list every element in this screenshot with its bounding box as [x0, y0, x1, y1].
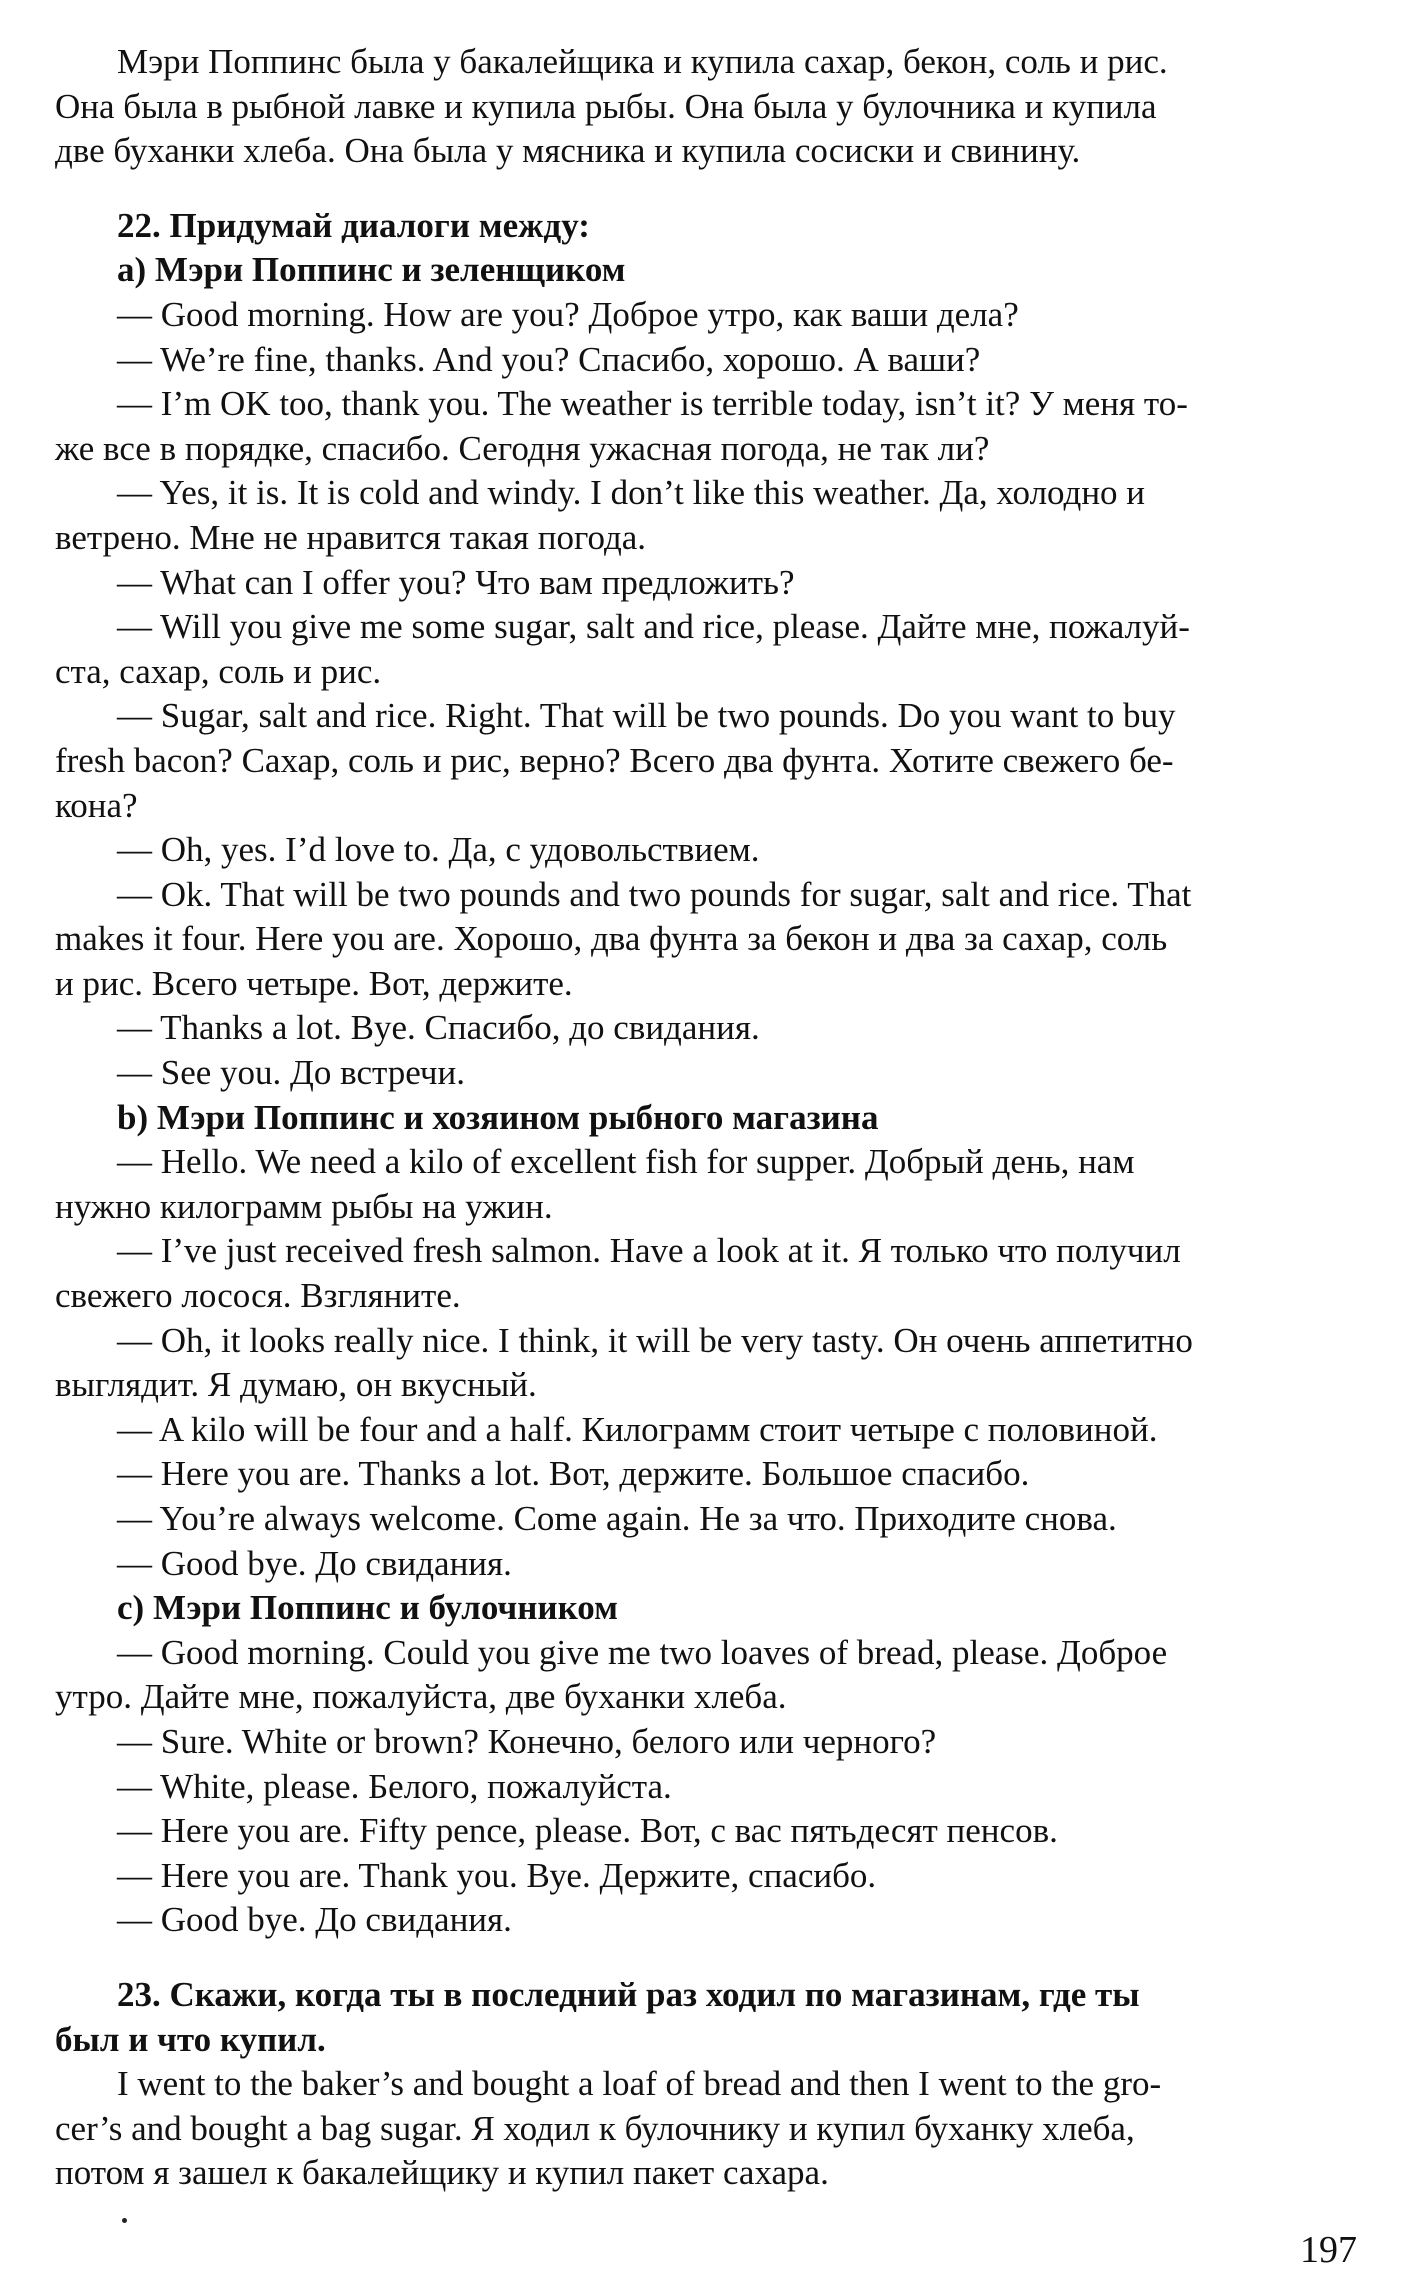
dialogue-line: — Yes, it is. It is cold and windy. I don’t like this weather. Да, холодно и [117, 473, 1146, 513]
dialogue-line: нужно килограмм рыбы на ужин. [55, 1186, 553, 1226]
dialogue-line: ветрено. Мне не нравится такая погода. [55, 517, 647, 557]
page-number: 197 [1300, 2229, 1357, 2271]
dialogue-line: кона? [55, 785, 138, 825]
dialogue-line: же все в порядке, спасибо. Сегодня ужасная погода, не так ли? [55, 428, 990, 468]
dialogue-line: — I’ve just received fresh salmon. Have a look at it. Я только что получил [117, 1231, 1181, 1271]
title-line: 23. Скажи, когда ты в последний раз ходил по магазинам, где ты [117, 1974, 1140, 2014]
dialogue-line: выглядит. Я думаю, он вкусный. [55, 1365, 537, 1405]
dialogue-line: — Here you are. Thanks a lot. Вот, держите. Большое спасибо. [117, 1454, 1030, 1494]
dialogue-line: — What can I offer you? Что вам предложить? [117, 562, 795, 602]
dialogue-line: — Oh, it looks really nice. I think, it will be very tasty. Он очень аппетитно [117, 1320, 1193, 1360]
dialogue-c [55, 1631, 1375, 1943]
dialogue-line: ста, сахар, соль и рис. [55, 651, 382, 691]
dialogue-line: — White, please. Белого, пожалуйста. [117, 1766, 672, 1806]
dialogue-line: — Ok. That will be two pounds and two pounds for sugar, salt and rice. That [117, 874, 1192, 914]
page-content [55, 40, 1375, 2196]
dialogue-line: makes it four. Here you are. Хорошо, два фунта за бекон и два за сахар, соль [55, 919, 1168, 959]
dialogue-line: свежего лосося. Взгляните. [55, 1276, 461, 1316]
answer-line: I went to the baker’s and bought a loaf of bread and then I went to the gro- [117, 2064, 1162, 2104]
dialogue-line: fresh bacon? Сахар, соль и рис, верно? Всего два фунта. Хотите свежего бе- [55, 740, 1174, 780]
speck-mark [122, 2218, 127, 2223]
exercise-23-title [55, 1973, 1375, 2062]
dialogue-line: — You’re always welcome. Come again. Не за что. Приходите снова. [117, 1499, 1117, 1538]
exercise-22-title: 22. Придумай диалоги между: [117, 205, 590, 245]
dialogue-line: — Oh, yes. I’d love to. Да, с удовольствием. [117, 830, 760, 870]
dialogue-a-heading: а) Мэри Поппинс и зеленщиком [117, 250, 626, 290]
dialogue-line: — I’m OK too, thank you. The weather is terrible today, isn’t it? У меня то- [117, 384, 1188, 424]
dialogue-line: — Will you give me some sugar, salt and rice, please. Дайте мне, пожалуй- [117, 607, 1190, 647]
dialogue-b-heading: b) Мэри Поппинс и хозяином рыбного магазина [117, 1097, 879, 1137]
dialogue-c-heading: с) Мэри Поппинс и булочником [117, 1588, 618, 1628]
dialogue-line: — Sugar, salt and rice. Right. That will be two pounds. Do you want to buy [117, 696, 1176, 736]
exercise-23-answer [55, 2062, 1375, 2196]
text-line: две буханки хлеба. Она была у мясника и купила сосиски и свинину. [55, 131, 1081, 171]
dialogue-line: — Here you are. Fifty pence, please. Вот, с вас пятьдесят пенсов. [117, 1811, 1058, 1851]
dialogue-line: и рис. Всего четыре. Вот, держите. [55, 963, 573, 1003]
dialogue-line: — Good morning. How are you? Доброе утро, как ваши дела? [117, 294, 1019, 334]
answer-line: cer’s and bought a bag sugar. Я ходил к булочнику и купил буханку хлеба, [55, 2108, 1135, 2148]
dialogue-a [55, 293, 1375, 1096]
dialogue-line: утро. Дайте мне, пожалуйста, две буханки хлеба. [55, 1677, 787, 1717]
title-line: был и что купил. [55, 2019, 326, 2059]
dialogue-line: — We’re fine, thanks. And you? Спасибо, хорошо. А ваши? [117, 339, 981, 379]
dialogue-line: — Good bye. До свидания. [117, 1900, 512, 1940]
dialogue-line: — See you. До встречи. [117, 1053, 465, 1093]
dialogue-line: — A kilo will be four and a half. Килограмм стоит четыре с половиной. [117, 1409, 1158, 1449]
dialogue-line: — Sure. White or brown? Конечно, белого или черного? [117, 1721, 937, 1761]
text-line: Она была в рыбной лавке и купила рыбы. Она была у булочника и купила [55, 86, 1157, 126]
answer-line: потом я зашел к бакалейщику и купил пакет сахара. [55, 2153, 829, 2193]
dialogue-line: — Here you are. Thank you. Вуе. Держите, спасибо. [117, 1855, 877, 1895]
text-line: Мэри Поппинс была у бакалейщика и купила сахар, бекон, соль и рис. [117, 42, 1168, 81]
dialogue-line: — Thanks a lot. Bye. Спасибо, до свидания. [117, 1008, 760, 1048]
dialogue-line: — Good bye. До свидания. [117, 1543, 512, 1583]
intro-paragraph [55, 40, 1375, 174]
dialogue-b [55, 1140, 1375, 1586]
dialogue-line: — Hello. We need a kilo of excellent fish for supper. Добрый день, нам [117, 1142, 1135, 1182]
dialogue-line: — Good morning. Could you give me two loaves of bread, please. Доброе [117, 1632, 1168, 1672]
